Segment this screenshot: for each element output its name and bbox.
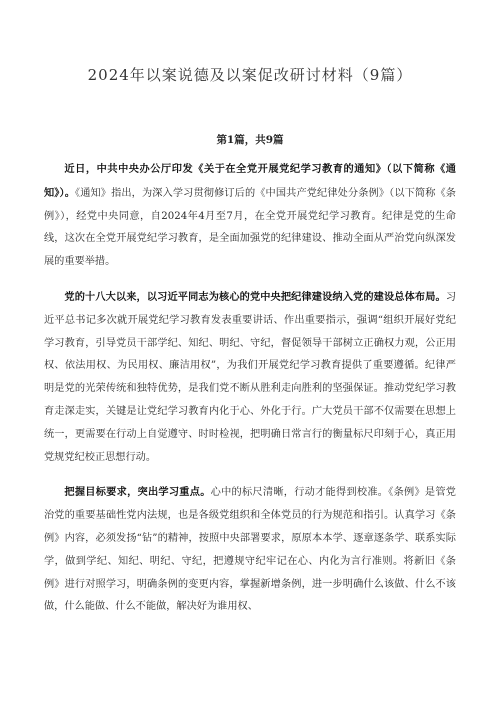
paragraph-3-lead: 把握目标要求，突出学习重点。	[64, 486, 211, 499]
paragraph-3-text: 心中的标尺清晰，行动才能得到校准。《条例》是管党治党的重要基础性党内法规，也是各级党组织和全体党员的行为规范和指引。认真学习《条例》内容，必须发扬“钻”的精神，按照中央部署要求，原原本本学、逐章逐条学、联系实际学，做到学纪、知纪、明纪、守纪，把遵规守纪牢记在心、内化为言行准则。将新旧《条例》进行对照学习，明确条例的变更内容，掌握新增条例，进一步明确什么该做、什么不该做，什么能做、什么不能做，解决好为谁用权、	[44, 487, 456, 613]
paragraph-1-lead: 近日，中共中央办公厅印发《关于在全党开展党纪学习教育的通知》（以下简称《通知》）。	[44, 163, 456, 199]
paragraph-2-text: 习近平总书记多次就开展党纪学习教育发表重要讲话、作出重要指示，强调“组织开展好党纪学习教育，引导党员干部学纪、知纪、明纪、守纪，督促领导干部树立正确权力观，公正用权、依法用权、为民用权、廉洁用权”，为我们开展党纪学习教育提供了重要遵循。纪律严明是党的光荣传统和独特优势，是我们党不断从胜利走向胜利的坚强保证。推动党纪学习教育走深走实，关键是让党纪学习教育内化于心、外化于行。广大党员干部不仅需要在思想上统一，更需要在行动上自觉遵守、时时检视，把明确日常言行的衡量标尺印刻于心，真正用党规党纪校正思想行动。	[44, 291, 456, 463]
document-body	[44, 158, 456, 631]
document-title: 2024年以案说德及以案促改研讨材料（9篇）	[87, 66, 413, 84]
document-subtitle: 第1篇，共9篇	[216, 134, 284, 146]
paragraph-1	[44, 158, 456, 274]
paragraph-3	[44, 481, 456, 619]
paragraph-2-lead: 党的十八大以来，以习近平同志为核心的党中央把纪律建设纳入党的建设总体布局。	[64, 290, 446, 303]
paragraph-2	[44, 286, 456, 469]
paragraph-1-text: 《通知》指出，为深入学习贯彻修订后的《中国共产党纪律处分条例》（以下简称《条例》），经党中央同意，自2024年4月至7月，在全党开展党纪学习教育。纪律是党的生命线，这次在全党开展党纪学习教育，是全面加强党的纪律建设、推动全面从严治党向纵深发展的重要举措。	[44, 187, 456, 268]
